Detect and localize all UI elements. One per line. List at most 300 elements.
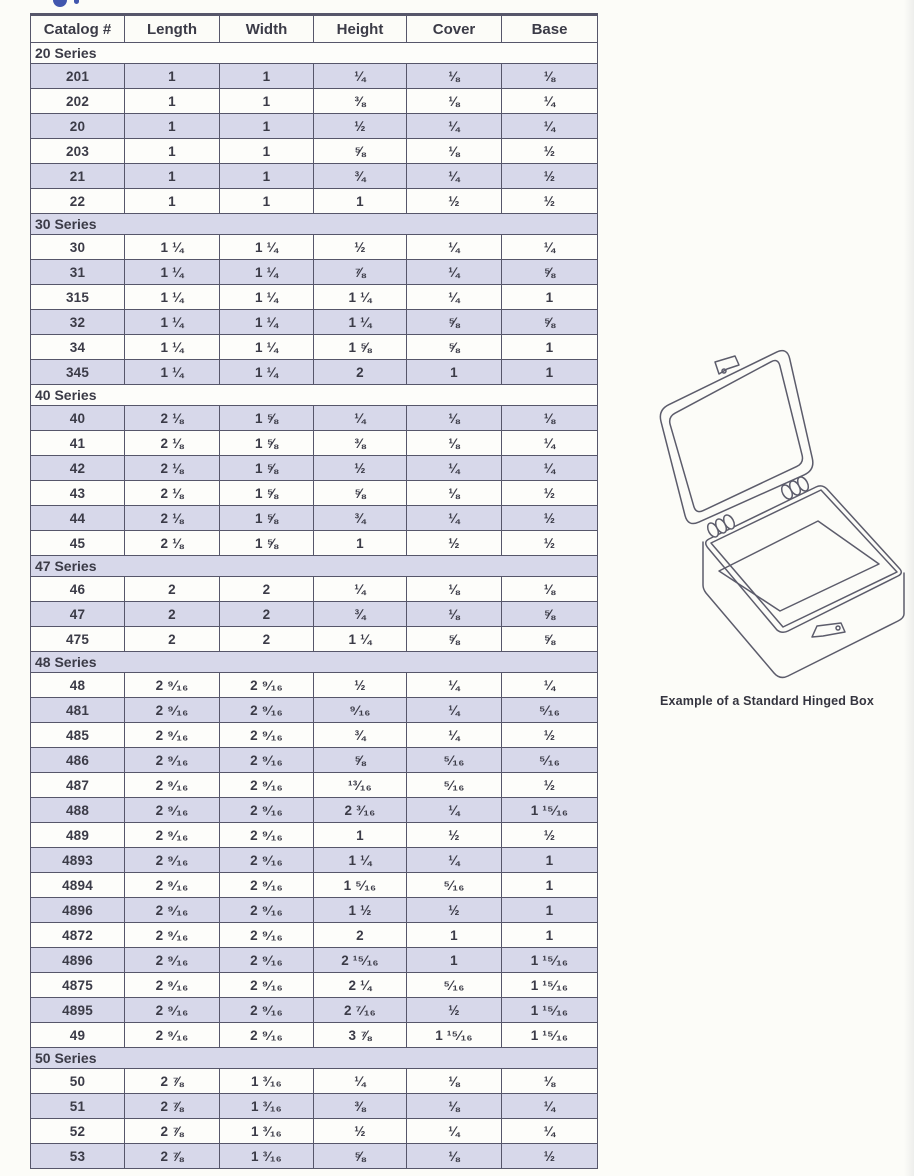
value-cell: ⅛ [407, 139, 502, 164]
value-cell: ⅝ [502, 310, 598, 335]
value-cell: 2 [220, 577, 314, 602]
value-cell: 2 ⁹⁄₁₆ [125, 848, 220, 873]
value-cell: 2 ⁹⁄₁₆ [220, 773, 314, 798]
value-cell: ⅝ [314, 481, 407, 506]
value-cell: ⅛ [407, 89, 502, 114]
value-cell: ⅝ [407, 335, 502, 360]
value-cell: 2 ⅛ [125, 481, 220, 506]
value-cell: 1 ³⁄₁₆ [220, 1119, 314, 1144]
value-cell: ⅜ [314, 431, 407, 456]
value-cell: 2 ⁹⁄₁₆ [125, 898, 220, 923]
table-row [31, 723, 598, 748]
catalog-number-cell: 315 [31, 285, 125, 310]
column-header-catalog: Catalog # [31, 15, 125, 43]
value-cell: ¼ [314, 1069, 407, 1094]
value-cell: 2 ⁹⁄₁₆ [125, 823, 220, 848]
table-row [31, 1069, 598, 1094]
table-row [31, 1094, 598, 1119]
value-cell: 1 [407, 360, 502, 385]
value-cell: 1 ¼ [314, 848, 407, 873]
series-label: 48 Series [31, 652, 598, 673]
figure-caption: Example of a Standard Hinged Box [659, 694, 875, 708]
catalog-number-cell: 201 [31, 64, 125, 89]
catalog-number-cell: 31 [31, 260, 125, 285]
value-cell: 2 ⁹⁄₁₆ [220, 798, 314, 823]
value-cell: ¼ [407, 506, 502, 531]
value-cell: 1 ¼ [220, 285, 314, 310]
value-cell: 1 [125, 139, 220, 164]
value-cell: ½ [502, 823, 598, 848]
value-cell: ¾ [314, 164, 407, 189]
catalog-number-cell: 4896 [31, 948, 125, 973]
series-label: 47 Series [31, 556, 598, 577]
value-cell: 1 ³⁄₁₆ [220, 1094, 314, 1119]
value-cell: ⅝ [314, 139, 407, 164]
value-cell: 1 ³⁄₁₆ [220, 1144, 314, 1169]
catalog-number-cell: 50 [31, 1069, 125, 1094]
value-cell: ½ [502, 531, 598, 556]
column-header-base: Base [502, 15, 598, 43]
value-cell: 2 [125, 602, 220, 627]
value-cell: ⁵⁄₁₆ [502, 698, 598, 723]
value-cell: 2 ⁹⁄₁₆ [125, 1023, 220, 1048]
value-cell: 2 ⅛ [125, 531, 220, 556]
value-cell: 2 ⁹⁄₁₆ [220, 723, 314, 748]
value-cell: 1 [502, 848, 598, 873]
value-cell: 2 ⅛ [125, 431, 220, 456]
value-cell: 2 [314, 360, 407, 385]
value-cell: 1 ¼ [220, 260, 314, 285]
table-header-row [31, 15, 598, 43]
value-cell: 2 ⁹⁄₁₆ [220, 873, 314, 898]
value-cell: ½ [407, 531, 502, 556]
value-cell: 1 [125, 164, 220, 189]
catalog-number-cell: 45 [31, 531, 125, 556]
value-cell: 2 ⁹⁄₁₆ [125, 673, 220, 698]
value-cell: 1 [502, 873, 598, 898]
catalog-number-cell: 488 [31, 798, 125, 823]
value-cell: ⅝ [502, 602, 598, 627]
catalog-number-cell: 475 [31, 627, 125, 652]
table-row [31, 506, 598, 531]
value-cell: 2 ¹⁵⁄₁₆ [314, 948, 407, 973]
value-cell: ¼ [314, 577, 407, 602]
value-cell: ⅛ [407, 1094, 502, 1119]
value-cell: ⅛ [407, 1144, 502, 1169]
table-row [31, 260, 598, 285]
value-cell: ¾ [314, 723, 407, 748]
value-cell: ½ [502, 506, 598, 531]
value-cell: 2 [220, 627, 314, 652]
value-cell: ⅛ [407, 1069, 502, 1094]
value-cell: 1 ¼ [220, 360, 314, 385]
value-cell: 2 ⅞ [125, 1119, 220, 1144]
value-cell: 1 ⅝ [220, 481, 314, 506]
catalog-number-cell: 43 [31, 481, 125, 506]
value-cell: ⅜ [314, 1094, 407, 1119]
table-row [31, 998, 598, 1023]
value-cell: 1 ¼ [125, 360, 220, 385]
value-cell: 1 ¼ [314, 627, 407, 652]
table-row [31, 823, 598, 848]
catalog-number-cell: 21 [31, 164, 125, 189]
value-cell: 1 [314, 189, 407, 214]
series-header-row [31, 1048, 598, 1069]
value-cell: 1 [502, 285, 598, 310]
value-cell: 1 [220, 89, 314, 114]
value-cell: ⁵⁄₁₆ [407, 973, 502, 998]
page-title-cropped-fragment [53, 0, 67, 7]
value-cell: ⅝ [314, 1144, 407, 1169]
value-cell: ¼ [407, 723, 502, 748]
value-cell: ⁹⁄₁₆ [314, 698, 407, 723]
hinged-box-illustration [620, 340, 914, 688]
table-row [31, 773, 598, 798]
value-cell: 1 [125, 189, 220, 214]
value-cell: ⁵⁄₁₆ [502, 748, 598, 773]
table-row [31, 406, 598, 431]
catalog-number-cell: 485 [31, 723, 125, 748]
table-row [31, 1119, 598, 1144]
value-cell: ¼ [407, 285, 502, 310]
series-label: 30 Series [31, 214, 598, 235]
catalog-number-cell: 40 [31, 406, 125, 431]
table-row [31, 873, 598, 898]
catalog-table [30, 13, 598, 1169]
value-cell: 1 [502, 360, 598, 385]
value-cell: 2 [314, 923, 407, 948]
catalog-number-cell: 486 [31, 748, 125, 773]
value-cell: ⅛ [407, 481, 502, 506]
value-cell: 1 ¼ [125, 260, 220, 285]
table-row [31, 948, 598, 973]
value-cell: 1 ⁵⁄₁₆ [314, 873, 407, 898]
value-cell: 1 [502, 335, 598, 360]
value-cell: 2 ⁹⁄₁₆ [220, 948, 314, 973]
value-cell: 1 ¼ [220, 310, 314, 335]
value-cell: ¹³⁄₁₆ [314, 773, 407, 798]
table-row [31, 531, 598, 556]
table-row [31, 698, 598, 723]
catalog-number-cell: 34 [31, 335, 125, 360]
value-cell: 2 ⁹⁄₁₆ [125, 998, 220, 1023]
value-cell: 1 ⅝ [220, 506, 314, 531]
value-cell: 2 ⁹⁄₁₆ [220, 1023, 314, 1048]
value-cell: ¼ [502, 456, 598, 481]
value-cell: 2 ⁹⁄₁₆ [220, 848, 314, 873]
table-row [31, 64, 598, 89]
series-header-row [31, 43, 598, 64]
catalog-number-cell: 202 [31, 89, 125, 114]
value-cell: 1 ⅝ [220, 456, 314, 481]
value-cell: ¼ [502, 235, 598, 260]
catalog-number-cell: 203 [31, 139, 125, 164]
value-cell: 1 [220, 64, 314, 89]
column-header-height: Height [314, 15, 407, 43]
value-cell: 2 ⁹⁄₁₆ [125, 973, 220, 998]
value-cell: 2 ⁹⁄₁₆ [220, 973, 314, 998]
page-title-cropped-fragment [74, 0, 79, 4]
value-cell: 2 ⁹⁄₁₆ [125, 698, 220, 723]
value-cell: 1 [314, 531, 407, 556]
value-cell: 2 ⁹⁄₁₆ [220, 998, 314, 1023]
table-row [31, 456, 598, 481]
catalog-number-cell: 52 [31, 1119, 125, 1144]
value-cell: 2 ⁹⁄₁₆ [125, 873, 220, 898]
value-cell: ¼ [502, 89, 598, 114]
value-cell: ½ [502, 481, 598, 506]
series-label: 40 Series [31, 385, 598, 406]
value-cell: ¼ [407, 456, 502, 481]
value-cell: ⅝ [502, 627, 598, 652]
value-cell: 2 ⁹⁄₁₆ [220, 898, 314, 923]
table-row [31, 360, 598, 385]
catalog-number-cell: 4896 [31, 898, 125, 923]
value-cell: 1 [125, 114, 220, 139]
value-cell: ¼ [502, 673, 598, 698]
value-cell: 2 ⅛ [125, 406, 220, 431]
hinged-box-figure [620, 340, 914, 688]
value-cell: ⅛ [502, 406, 598, 431]
value-cell: 1 [125, 64, 220, 89]
column-header-width: Width [220, 15, 314, 43]
catalog-number-cell: 48 [31, 673, 125, 698]
value-cell: ¼ [502, 114, 598, 139]
value-cell: 1 [502, 898, 598, 923]
value-cell: 2 ³⁄₁₆ [314, 798, 407, 823]
table-row [31, 431, 598, 456]
table-row [31, 89, 598, 114]
catalog-number-cell: 4893 [31, 848, 125, 873]
value-cell: 1 ¼ [125, 310, 220, 335]
catalog-number-cell: 51 [31, 1094, 125, 1119]
value-cell: ⁵⁄₁₆ [407, 748, 502, 773]
table-row [31, 602, 598, 627]
table-row [31, 898, 598, 923]
value-cell: 1 ¼ [220, 235, 314, 260]
value-cell: 1 ⅝ [314, 335, 407, 360]
value-cell: 1 ⅝ [220, 531, 314, 556]
value-cell: ¼ [407, 798, 502, 823]
catalog-number-cell: 481 [31, 698, 125, 723]
value-cell: ⅝ [502, 260, 598, 285]
catalog-number-cell: 30 [31, 235, 125, 260]
catalog-number-cell: 487 [31, 773, 125, 798]
value-cell: 2 ⁹⁄₁₆ [220, 923, 314, 948]
scanned-page-edge [904, 0, 914, 1176]
table-row [31, 1144, 598, 1169]
value-cell: ½ [314, 114, 407, 139]
value-cell: 1 ¹⁵⁄₁₆ [502, 998, 598, 1023]
value-cell: ½ [407, 898, 502, 923]
value-cell: 1 ¼ [314, 285, 407, 310]
table-row [31, 577, 598, 602]
value-cell: ½ [502, 139, 598, 164]
value-cell: ½ [314, 1119, 407, 1144]
value-cell: ½ [502, 723, 598, 748]
catalog-number-cell: 4875 [31, 973, 125, 998]
value-cell: 2 ⅞ [125, 1144, 220, 1169]
value-cell: 1 ¹⁵⁄₁₆ [502, 948, 598, 973]
value-cell: ⅛ [407, 577, 502, 602]
value-cell: ⅞ [314, 260, 407, 285]
table-row [31, 114, 598, 139]
value-cell: ⅛ [407, 431, 502, 456]
value-cell: ½ [314, 673, 407, 698]
value-cell: 1 [407, 948, 502, 973]
catalog-number-cell: 53 [31, 1144, 125, 1169]
value-cell: ⅝ [407, 627, 502, 652]
value-cell: 1 [220, 164, 314, 189]
table-row [31, 310, 598, 335]
value-cell: 2 [125, 577, 220, 602]
table-row [31, 627, 598, 652]
value-cell: 1 ¹⁵⁄₁₆ [502, 1023, 598, 1048]
value-cell: ¼ [407, 673, 502, 698]
value-cell: 2 ⁷⁄₁₆ [314, 998, 407, 1023]
value-cell: ¼ [407, 235, 502, 260]
table-row [31, 973, 598, 998]
table-body [31, 43, 598, 1169]
value-cell: ¼ [407, 1119, 502, 1144]
series-label: 50 Series [31, 1048, 598, 1069]
catalog-number-cell: 46 [31, 577, 125, 602]
value-cell: 1 [125, 89, 220, 114]
catalog-number-cell: 22 [31, 189, 125, 214]
value-cell: ¼ [407, 164, 502, 189]
value-cell: 1 [220, 139, 314, 164]
value-cell: 2 ⁹⁄₁₆ [220, 673, 314, 698]
value-cell: 1 [407, 923, 502, 948]
value-cell: ½ [502, 1144, 598, 1169]
value-cell: 2 ⁹⁄₁₆ [220, 748, 314, 773]
catalog-number-cell: 345 [31, 360, 125, 385]
value-cell: ¼ [502, 1094, 598, 1119]
value-cell: ¾ [314, 602, 407, 627]
catalog-number-cell: 44 [31, 506, 125, 531]
value-cell: 2 ⁹⁄₁₆ [125, 748, 220, 773]
table-row [31, 923, 598, 948]
value-cell: ½ [314, 235, 407, 260]
value-cell: 2 ⅞ [125, 1094, 220, 1119]
value-cell: ¼ [502, 1119, 598, 1144]
value-cell: 2 ⁹⁄₁₆ [125, 798, 220, 823]
value-cell: 2 ⅞ [125, 1069, 220, 1094]
value-cell: 3 ⅞ [314, 1023, 407, 1048]
value-cell: 1 ⅝ [220, 431, 314, 456]
series-header-row [31, 556, 598, 577]
value-cell: ¼ [407, 260, 502, 285]
value-cell: 1 ¹⁵⁄₁₆ [502, 798, 598, 823]
value-cell: ½ [314, 456, 407, 481]
table-row [31, 335, 598, 360]
table-row [31, 189, 598, 214]
value-cell: ½ [502, 189, 598, 214]
table-row [31, 848, 598, 873]
catalog-number-cell: 42 [31, 456, 125, 481]
value-cell: 1 ¹⁵⁄₁₆ [502, 973, 598, 998]
value-cell: 2 ⁹⁄₁₆ [125, 948, 220, 973]
value-cell: ¾ [314, 506, 407, 531]
value-cell: 2 ⅛ [125, 506, 220, 531]
catalog-number-cell: 4894 [31, 873, 125, 898]
value-cell: 1 [314, 823, 407, 848]
series-label: 20 Series [31, 43, 598, 64]
value-cell: ⅛ [502, 1069, 598, 1094]
value-cell: ½ [502, 164, 598, 189]
value-cell: 2 ⁹⁄₁₆ [220, 698, 314, 723]
value-cell: ⁵⁄₁₆ [407, 773, 502, 798]
catalog-number-cell: 32 [31, 310, 125, 335]
value-cell: 1 ¼ [125, 285, 220, 310]
value-cell: 1 ½ [314, 898, 407, 923]
value-cell: 1 ¹⁵⁄₁₆ [407, 1023, 502, 1048]
value-cell: 2 ⁹⁄₁₆ [125, 773, 220, 798]
lid-clasp [715, 356, 739, 374]
value-cell: 1 [220, 114, 314, 139]
value-cell: 2 [220, 602, 314, 627]
tray-latch [812, 623, 845, 637]
value-cell: 2 ⁹⁄₁₆ [125, 923, 220, 948]
table-row [31, 798, 598, 823]
value-cell: 2 [125, 627, 220, 652]
value-cell: ¼ [407, 114, 502, 139]
table-row [31, 235, 598, 260]
value-cell: ⅝ [407, 310, 502, 335]
series-header-row [31, 652, 598, 673]
value-cell: ⅛ [407, 406, 502, 431]
value-cell: ⅜ [314, 89, 407, 114]
value-cell: 1 ³⁄₁₆ [220, 1069, 314, 1094]
value-cell: ⅛ [502, 577, 598, 602]
table-row [31, 748, 598, 773]
value-cell: 1 ¼ [125, 235, 220, 260]
value-cell: 2 ⁹⁄₁₆ [220, 823, 314, 848]
catalog-number-cell: 4872 [31, 923, 125, 948]
table-row [31, 139, 598, 164]
value-cell: 1 ¼ [314, 310, 407, 335]
value-cell: 2 ⅛ [125, 456, 220, 481]
value-cell: ½ [407, 189, 502, 214]
catalog-number-cell: 41 [31, 431, 125, 456]
value-cell: ⅝ [314, 748, 407, 773]
value-cell: ½ [407, 998, 502, 1023]
value-cell: 1 ¼ [125, 335, 220, 360]
value-cell: ½ [407, 823, 502, 848]
table-row [31, 481, 598, 506]
column-header-cover: Cover [407, 15, 502, 43]
catalog-number-cell: 20 [31, 114, 125, 139]
series-header-row [31, 385, 598, 406]
column-header-length: Length [125, 15, 220, 43]
value-cell: ¼ [502, 431, 598, 456]
table-row [31, 285, 598, 310]
value-cell: ⅛ [407, 602, 502, 627]
value-cell: ¼ [314, 64, 407, 89]
table-row [31, 673, 598, 698]
value-cell: ⅛ [407, 64, 502, 89]
value-cell: 1 ⅝ [220, 406, 314, 431]
value-cell: ¼ [407, 848, 502, 873]
value-cell: ⅛ [502, 64, 598, 89]
value-cell: ¼ [314, 406, 407, 431]
value-cell: 2 ¼ [314, 973, 407, 998]
value-cell: 1 [502, 923, 598, 948]
value-cell: 1 [220, 189, 314, 214]
value-cell: 2 ⁹⁄₁₆ [125, 723, 220, 748]
value-cell: 1 ¼ [220, 335, 314, 360]
catalog-number-cell: 47 [31, 602, 125, 627]
